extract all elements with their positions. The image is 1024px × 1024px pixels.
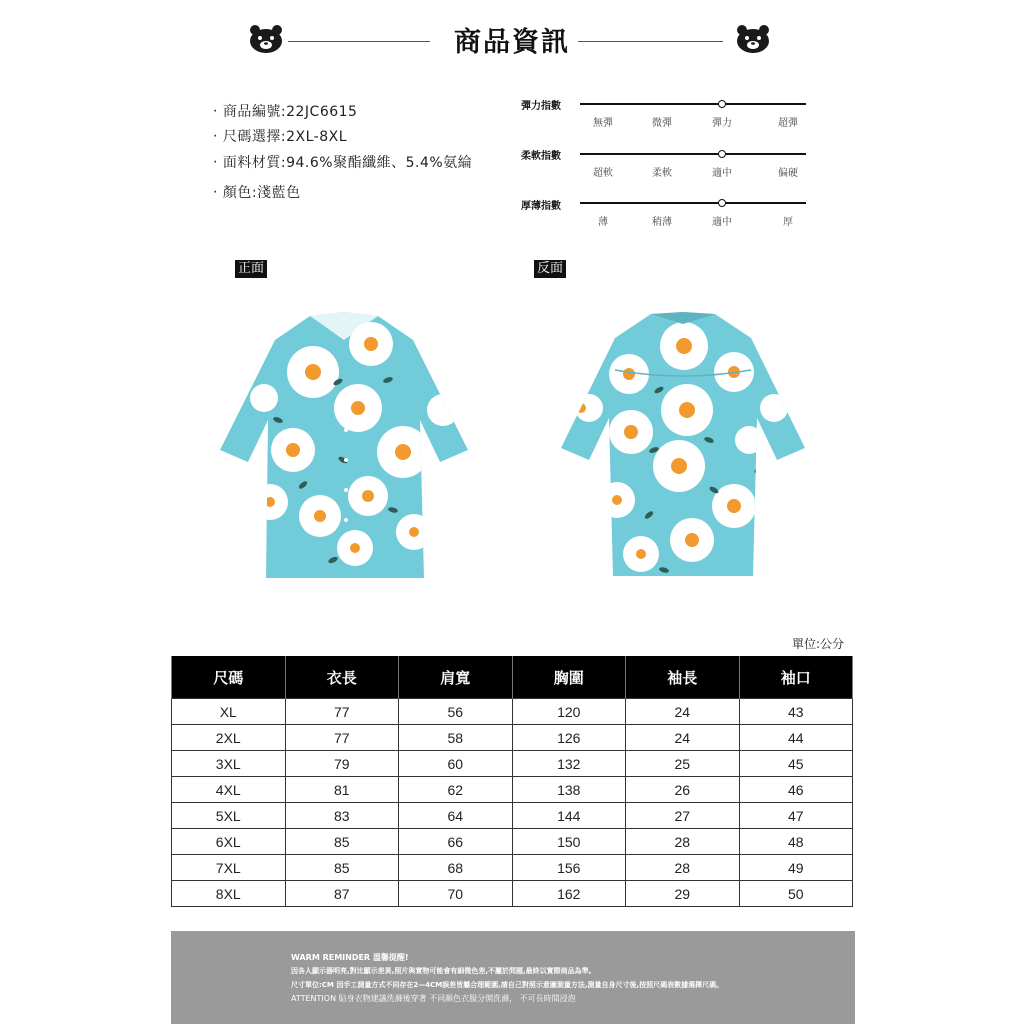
table-cell: 27 [626,803,740,829]
table-cell: 132 [512,751,626,777]
reminder-title: WARM REMINDER 溫馨提醒! [291,953,409,962]
bear-logo-icon [249,25,283,53]
table-cell: 24 [626,725,740,751]
bear-logo-icon [736,25,770,53]
table-cell: 68 [399,855,513,881]
table-cell: 66 [399,829,513,855]
thickness-scale [580,202,806,204]
warm-reminder-panel [171,931,855,1024]
size-table [171,656,853,907]
table-cell: 47 [739,803,853,829]
thickness-tick: 稍薄 [652,217,672,228]
table-cell: 46 [739,777,853,803]
column-header: 袖口 [739,656,853,699]
column-header: 胸圍 [512,656,626,699]
shirt-front-image [218,310,470,582]
reminder-line: 因各人顯示器明亮,對比顯示差異,照片與實物可能會有細微色差,不屬於問題,最終以實際商品為準。 [291,967,596,975]
table-header-row [172,656,853,699]
table-cell: 48 [739,829,853,855]
front-view-label: 正面 [235,260,267,278]
page-title: 商品資訊 [454,27,570,58]
softness-index-label: 柔軟指數 [521,151,561,162]
table-cell: 150 [512,829,626,855]
table-cell: 4XL [172,777,286,803]
reminder-attention: ATTENTION 貼身衣物建議洗滌後穿著 不同顏色衣服分開洗滌， 不可長時間浸泡 [291,994,576,1003]
table-cell: 5XL [172,803,286,829]
table-cell: 3XL [172,751,286,777]
thickness-tick: 適中 [712,217,732,228]
table-cell: 56 [399,699,513,725]
elasticity-tick: 無彈 [593,118,613,129]
thickness-index-label: 厚薄指數 [521,201,561,212]
softness-tick: 適中 [712,168,732,179]
thickness-marker [718,199,726,207]
table-cell: 45 [739,751,853,777]
elasticity-index-label: 彈力指數 [521,101,561,112]
table-row [172,881,853,907]
table-cell: 28 [626,855,740,881]
table-cell: 62 [399,777,513,803]
table-cell: 126 [512,725,626,751]
column-header: 衣長 [285,656,399,699]
elasticity-scale [580,103,806,105]
table-cell: 44 [739,725,853,751]
softness-marker [718,150,726,158]
table-cell: 70 [399,881,513,907]
softness-tick: 柔軟 [652,168,672,179]
table-cell: 24 [626,699,740,725]
spec-color: ‧ 顏色:淺藍色 [213,185,301,201]
table-cell: 7XL [172,855,286,881]
shirt-back-image [559,310,807,582]
spec-fabric: ‧ 面料材質:94.6%聚酯纖維、5.4%氨綸 [213,155,473,171]
softness-tick: 超軟 [593,168,613,179]
table-cell: 85 [285,855,399,881]
table-cell: 58 [399,725,513,751]
table-cell: 26 [626,777,740,803]
table-cell: 120 [512,699,626,725]
table-cell: 60 [399,751,513,777]
table-cell: 77 [285,725,399,751]
table-row [172,803,853,829]
thickness-tick: 薄 [598,217,608,228]
table-cell: 138 [512,777,626,803]
table-cell: 87 [285,881,399,907]
table-cell: 162 [512,881,626,907]
elasticity-tick: 彈力 [712,118,732,129]
table-row [172,855,853,881]
unit-label: 單位:公分 [792,637,845,651]
table-cell: 144 [512,803,626,829]
table-row [172,699,853,725]
column-header: 袖長 [626,656,740,699]
table-cell: 50 [739,881,853,907]
column-header: 尺碼 [172,656,286,699]
header-divider-left [288,41,430,42]
table-cell: 49 [739,855,853,881]
table-cell: 156 [512,855,626,881]
spec-size-range: ‧ 尺碼選擇:2XL-8XL [213,129,348,145]
elasticity-tick: 超彈 [778,118,798,129]
table-cell: 64 [399,803,513,829]
table-row [172,777,853,803]
back-view-label: 反面 [534,260,566,278]
table-row [172,725,853,751]
table-cell: 28 [626,829,740,855]
table-cell: 6XL [172,829,286,855]
table-cell: 83 [285,803,399,829]
table-row [172,829,853,855]
table-cell: 29 [626,881,740,907]
table-cell: 2XL [172,725,286,751]
softness-scale [580,153,806,155]
thickness-tick: 厚 [783,217,793,228]
table-cell: 85 [285,829,399,855]
reminder-line: 尺寸單位:CM 因手工測量方式不同存在2—4CM誤差皆屬合理範圍,請自己對照示意圖測量方法,測量自身尺寸後,按照尺碼表數據選擇尺碼。 [291,981,724,989]
table-cell: 77 [285,699,399,725]
spec-product-code: ‧ 商品編號:22JC6615 [213,104,358,120]
table-cell: 81 [285,777,399,803]
table-cell: 79 [285,751,399,777]
softness-tick: 偏硬 [778,168,798,179]
elasticity-marker [718,100,726,108]
table-cell: 8XL [172,881,286,907]
elasticity-tick: 微彈 [652,118,672,129]
table-cell: 25 [626,751,740,777]
table-row [172,751,853,777]
table-cell: 43 [739,699,853,725]
column-header: 肩寬 [399,656,513,699]
table-cell: XL [172,699,286,725]
